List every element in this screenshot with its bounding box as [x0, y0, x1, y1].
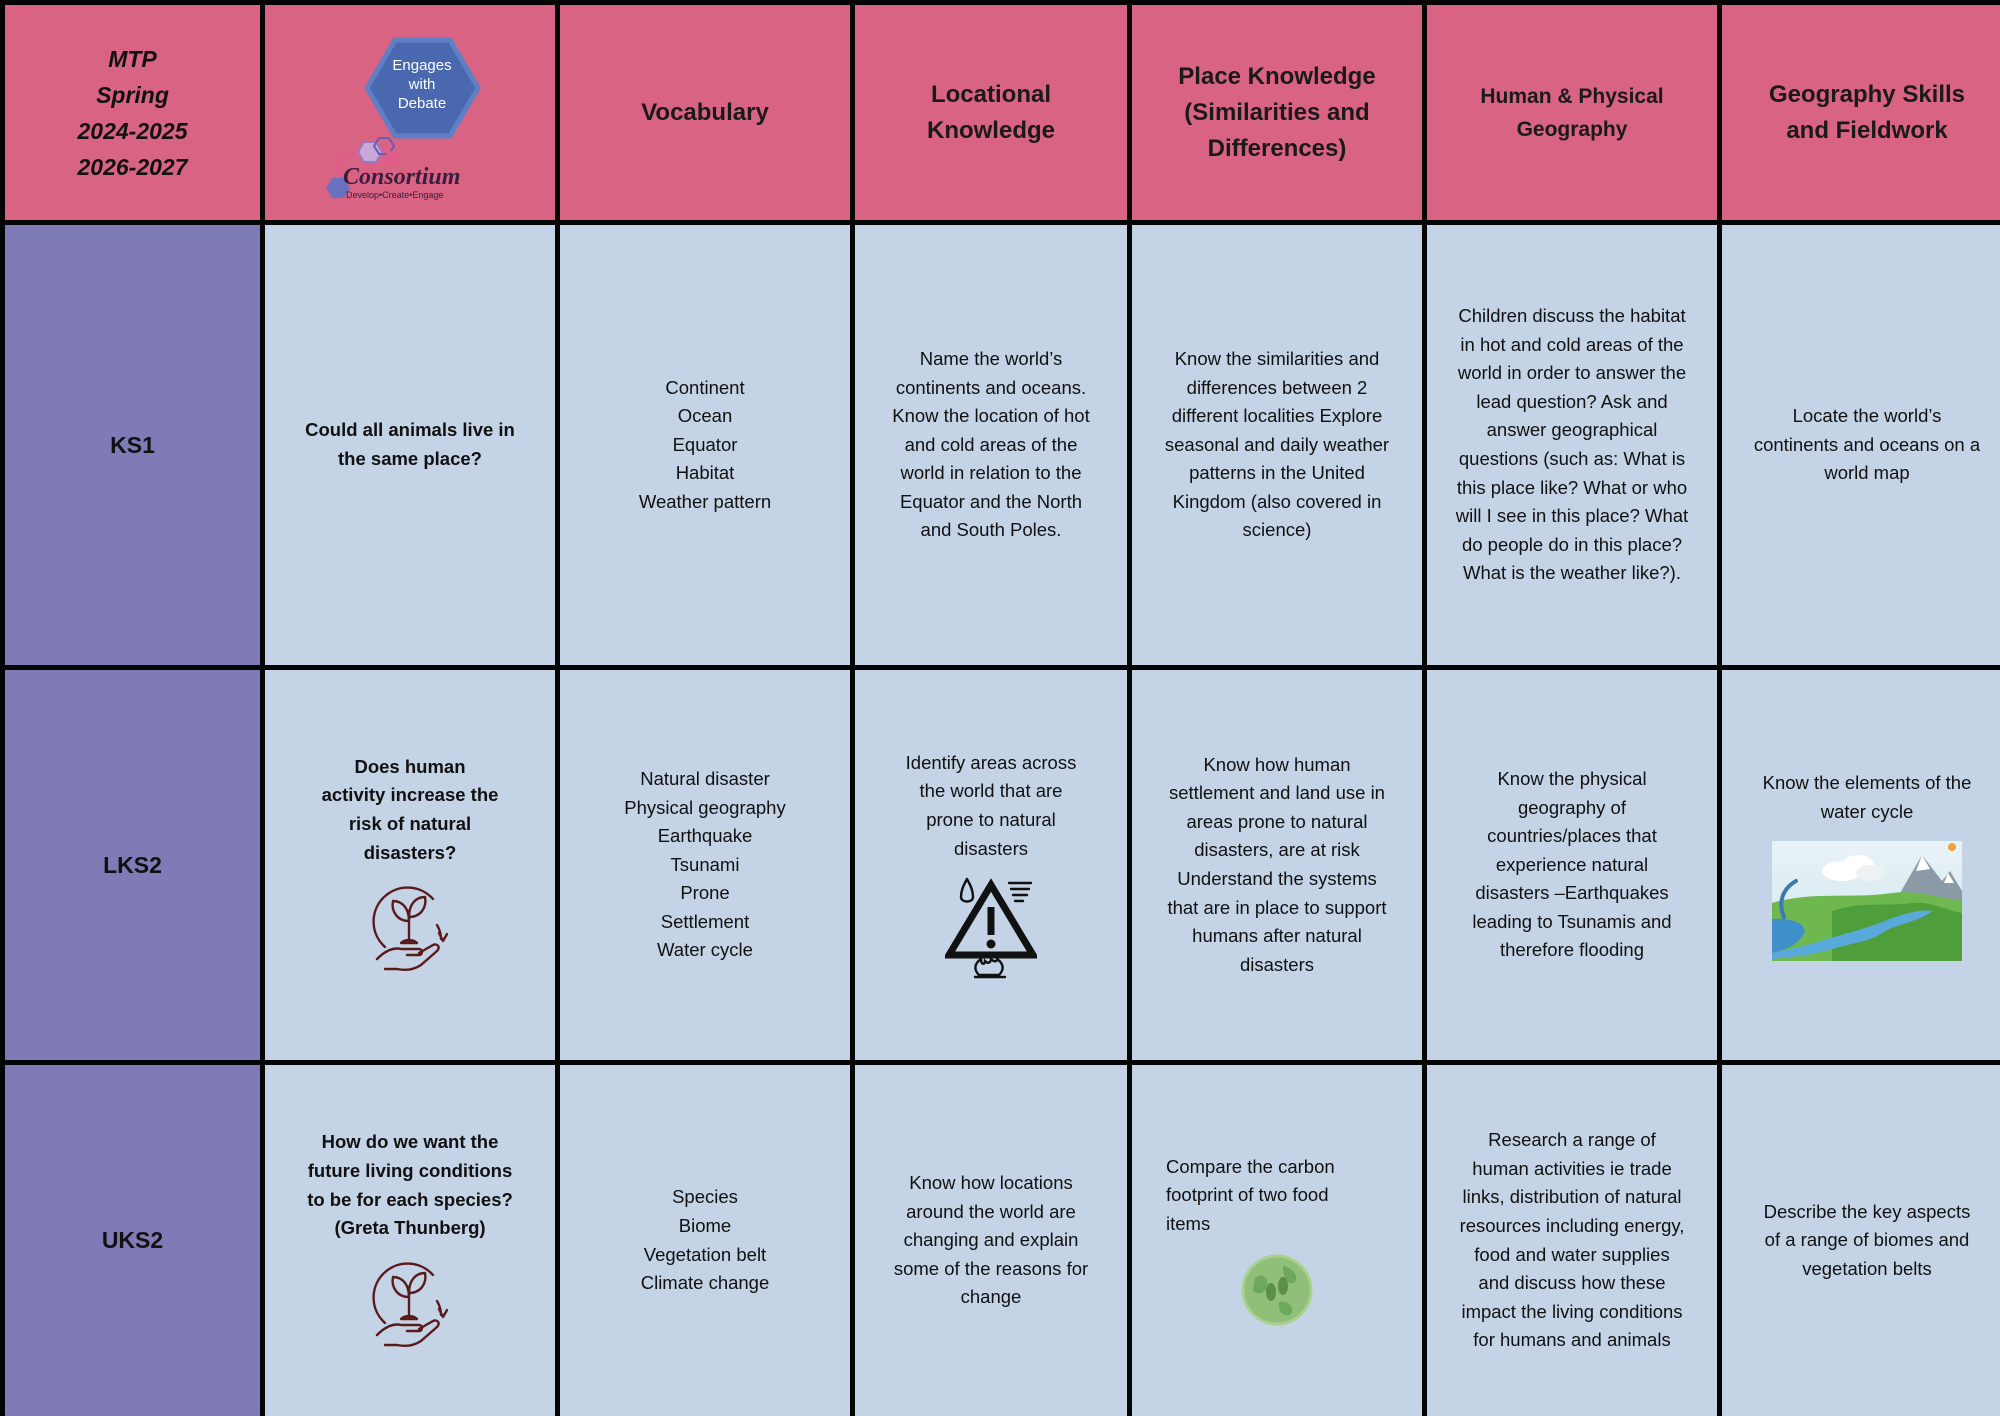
question-cell-uks2: [265, 1065, 555, 1416]
logo-graphic: [310, 18, 510, 208]
vocabulary-header-label: Vocabulary: [641, 98, 769, 126]
human-physical-cell-ks1: [1427, 225, 1717, 665]
vocab-item: Continent: [665, 376, 745, 398]
vocab-item: Earthquake: [657, 825, 753, 847]
water-cycle-landscape-image: [1772, 841, 1962, 961]
vocabulary-cell-ks1: [560, 225, 850, 665]
vocab-item: Weather pattern: [638, 490, 772, 512]
skills-fieldwork-header-label: Geography Skills and Fieldwork: [1768, 80, 1966, 144]
locational-cell-lks2: [855, 670, 1127, 1060]
skills-text: Know the elements of the water cycle: [1762, 772, 1972, 822]
human-physical-text: Children discuss the habitat in hot and cold areas of the world in order to answer the lead question? Ask and answer geographical questions (such as: What is this place like? What or who will I see in this place? What do people do in this place? What is the weather like?).: [1455, 305, 1689, 584]
skills-fieldwork-header: [1722, 5, 2000, 220]
place-knowledge-header: [1132, 5, 1422, 220]
place-text: Compare the carbon footprint of two food items: [1166, 1155, 1335, 1234]
vocab-item: Prone: [680, 882, 730, 904]
hand-plant-icon: [367, 881, 453, 977]
vocab-item: Tsunami: [670, 853, 740, 875]
locational-cell-uks2: [855, 1065, 1127, 1416]
place-cell-ks1: [1132, 225, 1422, 665]
consortium-logo: [310, 18, 510, 208]
skills-cell-uks2: [1722, 1065, 2000, 1416]
human-physical-text: Know the physical geography of countries/places that experience natural disasters –Earthquakes leading to Tsunamis and therefore flooding: [1472, 767, 1672, 961]
vocab-item: Physical geography: [624, 796, 786, 818]
locational-knowledge-header: [855, 5, 1127, 220]
lead-question: Could all animals live in the same place?: [305, 419, 515, 469]
human-physical-cell-lks2: [1427, 670, 1717, 1060]
vocab-item: Water cycle: [657, 939, 753, 961]
locational-text: Name the world’s continents and oceans. Know the location of hot and cold areas of the world in relation to the Equator and the North and South Poles.: [892, 347, 1090, 541]
year-label-1: 2024-2025: [77, 117, 188, 144]
vocab-item: Climate change: [640, 1272, 770, 1294]
stage-cell-uks2: [5, 1065, 260, 1416]
mtp-header-cell: [5, 5, 260, 220]
skills-text: Locate the world’s continents and oceans on a world map: [1753, 405, 1981, 484]
stage-cell-lks2: [5, 670, 260, 1060]
logo-header-cell: [265, 5, 555, 220]
stage-label: UKS2: [101, 1227, 164, 1253]
locational-cell-ks1: [855, 225, 1127, 665]
hazard-warning-icon: [945, 877, 1037, 981]
vocab-item: Equator: [672, 433, 738, 455]
hand-plant-icon: [367, 1257, 453, 1353]
locational-text: Know how locations around the world are changing and explain some of the reasons for change: [893, 1172, 1089, 1308]
vocab-item: Species: [672, 1186, 738, 1208]
vocabulary-cell-lks2: [560, 670, 850, 1060]
logo-tagline: Develop•Create•Engage: [346, 189, 444, 200]
place-text: Know how human settlement and land use in areas prone to natural disasters, are at risk Understand the systems that are in place to support humans after natural disasters: [1167, 753, 1387, 975]
stage-label: LKS2: [103, 851, 162, 878]
skills-cell-lks2: [1722, 670, 2000, 1060]
place-cell-lks2: [1132, 670, 1422, 1060]
vocab-item: Natural disaster: [640, 767, 770, 789]
locational-knowledge-header-label: Locational Knowledge: [926, 80, 1055, 144]
place-cell-uks2: [1132, 1065, 1422, 1416]
human-physical-header-label: Human & Physical Geography: [1480, 84, 1664, 141]
human-physical-text: Research a range of human activities ie trade links, distribution of natural resources including energy, food and water supplies and discuss how these impact the living conditions for humans and animals: [1459, 1129, 1685, 1351]
lead-question: Does human activity increase the risk of natural disasters?: [321, 755, 499, 863]
logo-badge-line-1: Engages: [392, 56, 452, 74]
place-text: Know the similarities and differences between 2 different localities Explore seasonal and daily weather patterns in the United Kingdom (also covered in science): [1164, 347, 1390, 541]
vocab-item: Biome: [678, 1214, 732, 1236]
stage-label: KS1: [110, 431, 155, 458]
logo-badge-line-2: with: [408, 75, 436, 93]
stage-cell-ks1: [5, 225, 260, 665]
vocab-item: Vegetation belt: [643, 1243, 767, 1265]
lead-question: How do we want the future living conditions to be for each species? (Greta Thunberg): [307, 1131, 513, 1239]
vocabulary-header: [560, 5, 850, 220]
human-physical-header: [1427, 5, 1717, 220]
locational-text: Identify areas across the world that are prone to natural disasters: [905, 751, 1077, 859]
logo-badge-line-3: Debate: [397, 94, 447, 112]
term-label: Spring: [96, 81, 169, 108]
skills-cell-ks1: [1722, 225, 2000, 665]
carbon-footprint-globe-icon: [1239, 1252, 1315, 1328]
mtp-label: MTP: [108, 45, 157, 72]
year-label-2: 2026-2027: [77, 153, 188, 180]
vocab-item: Habitat: [675, 462, 735, 484]
vocab-item: Settlement: [660, 910, 750, 932]
skills-text: Describe the key aspects of a range of biomes and vegetation belts: [1763, 1200, 1971, 1279]
question-cell-ks1: [265, 225, 555, 665]
logo-wordmark: Consortium: [343, 163, 461, 190]
vocabulary-cell-uks2: [560, 1065, 850, 1416]
vocab-item: Ocean: [677, 405, 733, 427]
human-physical-cell-uks2: [1427, 1065, 1717, 1416]
question-cell-lks2: [265, 670, 555, 1060]
place-knowledge-header-label: Place Knowledge (Similarities and Differences): [1178, 62, 1376, 162]
